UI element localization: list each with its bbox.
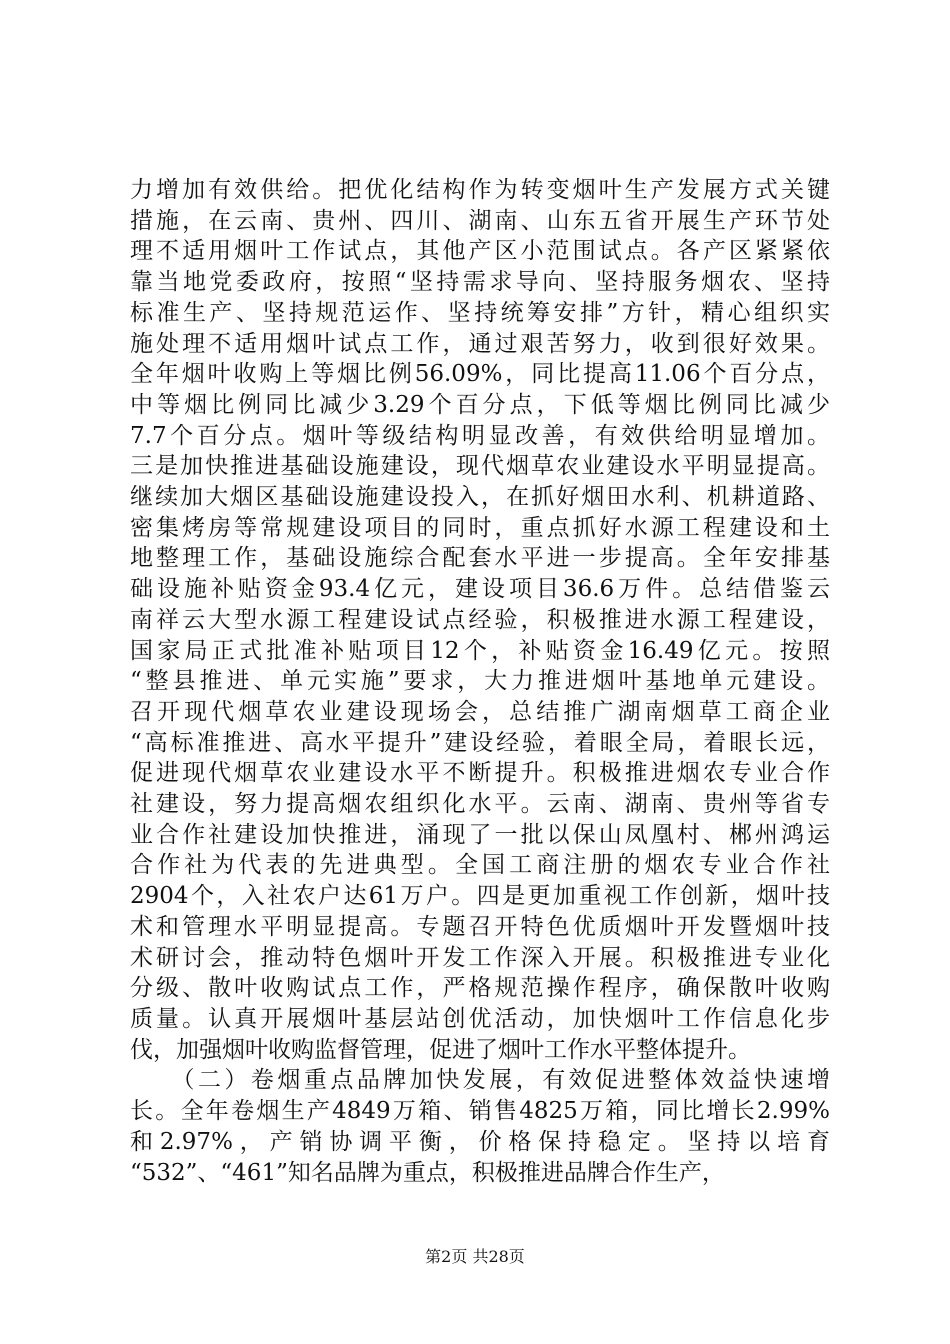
text-line: 业合作社建设加快推进，涌现了一批以保山凤凰村、郴州鸿运 xyxy=(130,821,830,848)
text-line: 继续加大烟区基础设施建设投入，在抓好烟田水利、机耕道路、 xyxy=(130,484,830,511)
text-line: 密集烤房等常规建设项目的同时，重点抓好水源工程建设和土 xyxy=(130,514,830,541)
text-line: （二）卷烟重点品牌加快发展，有效促进整体效益快速增 xyxy=(130,1067,830,1094)
text-line: 社建设，努力提高烟农组织化水平。云南、湖南、贵州等省专 xyxy=(130,791,830,818)
text-line: 南祥云大型水源工程建设试点经验，积极推进水源工程建设， xyxy=(130,606,830,633)
text-line: “高标准推进、高水平提升”建设经验，着眼全局，着眼长远， xyxy=(130,729,830,756)
text-line: 分级、散叶收购试点工作，严格规范操作程序，确保散叶收购 xyxy=(130,975,830,1002)
text-line: 7.7个百分点。烟叶等级结构明显改善，有效供给明显增加。 xyxy=(130,422,830,449)
text-line: 召开现代烟草农业建设现场会，总结推广湖南烟草工商企业 xyxy=(130,698,830,725)
text-line: 质量。认真开展烟叶基层站创优活动，加快烟叶工作信息化步 xyxy=(130,1005,830,1032)
text-line: 靠当地党委政府，按照“坚持需求导向、坚持服务烟农、坚持 xyxy=(130,269,830,296)
text-line: 合作社为代表的先进典型。全国工商注册的烟农专业合作社 xyxy=(130,852,830,879)
text-line: 础设施补贴资金93.4亿元，建设项目36.6万件。总结借鉴云 xyxy=(130,576,830,603)
text-line: 2904个，入社农户达61万户。四是更加重视工作创新，烟叶技 xyxy=(130,883,830,910)
text-line: 地整理工作，基础设施综合配套水平进一步提高。全年安排基 xyxy=(130,545,830,572)
text-line: 伐，加强烟叶收购监督管理，促进了烟叶工作水平整体提升。 xyxy=(130,1036,751,1063)
text-line: 理不适用烟叶工作试点，其他产区小范围试点。各产区紧紧依 xyxy=(130,238,830,265)
text-line: 力增加有效供给。把优化结构作为转变烟叶生产发展方式关键 xyxy=(130,177,830,203)
text-line: 术和管理水平明显提高。专题召开特色优质烟叶开发暨烟叶技 xyxy=(130,913,830,940)
text-line: 和2.97%，产销协调平衡，价格保持稳定。坚持以培育 xyxy=(130,1128,830,1155)
body-text xyxy=(130,175,830,1188)
text-line: 标准生产、坚持规范运作、坚持统筹安排”方针，精心组织实 xyxy=(130,299,830,326)
page-footer: 第2页 共28页 xyxy=(425,1247,525,1266)
text-line: 长。全年卷烟生产4849万箱、销售4825万箱，同比增长2.99% xyxy=(130,1098,830,1125)
text-line: 措施，在云南、贵州、四川、湖南、山东五省开展生产环节处 xyxy=(130,207,830,234)
text-line: 术研讨会，推动特色烟叶开发工作深入开展。积极推进专业化 xyxy=(130,944,830,971)
text-line: 全年烟叶收购上等烟比例56.09%，同比提高11.06个百分点， xyxy=(130,361,830,388)
text-line: 施处理不适用烟叶试点工作，通过艰苦努力，收到很好效果。 xyxy=(130,330,830,357)
text-line: “532”、“461”知名品牌为重点，积极推进品牌合作生产， xyxy=(130,1159,725,1186)
text-line: 国家局正式批准补贴项目12个，补贴资金16.49亿元。按照 xyxy=(130,637,830,664)
text-line: “整县推进、单元实施”要求，大力推进烟叶基地单元建设。 xyxy=(130,668,830,695)
text-line: 促进现代烟草农业建设水平不断提升。积极推进烟农专业合作 xyxy=(130,760,830,787)
text-line: 三是加快推进基础设施建设，现代烟草农业建设水平明显提高。 xyxy=(130,453,830,480)
text-line: 中等烟比例同比减少3.29个百分点，下低等烟比例同比减少 xyxy=(130,391,830,418)
